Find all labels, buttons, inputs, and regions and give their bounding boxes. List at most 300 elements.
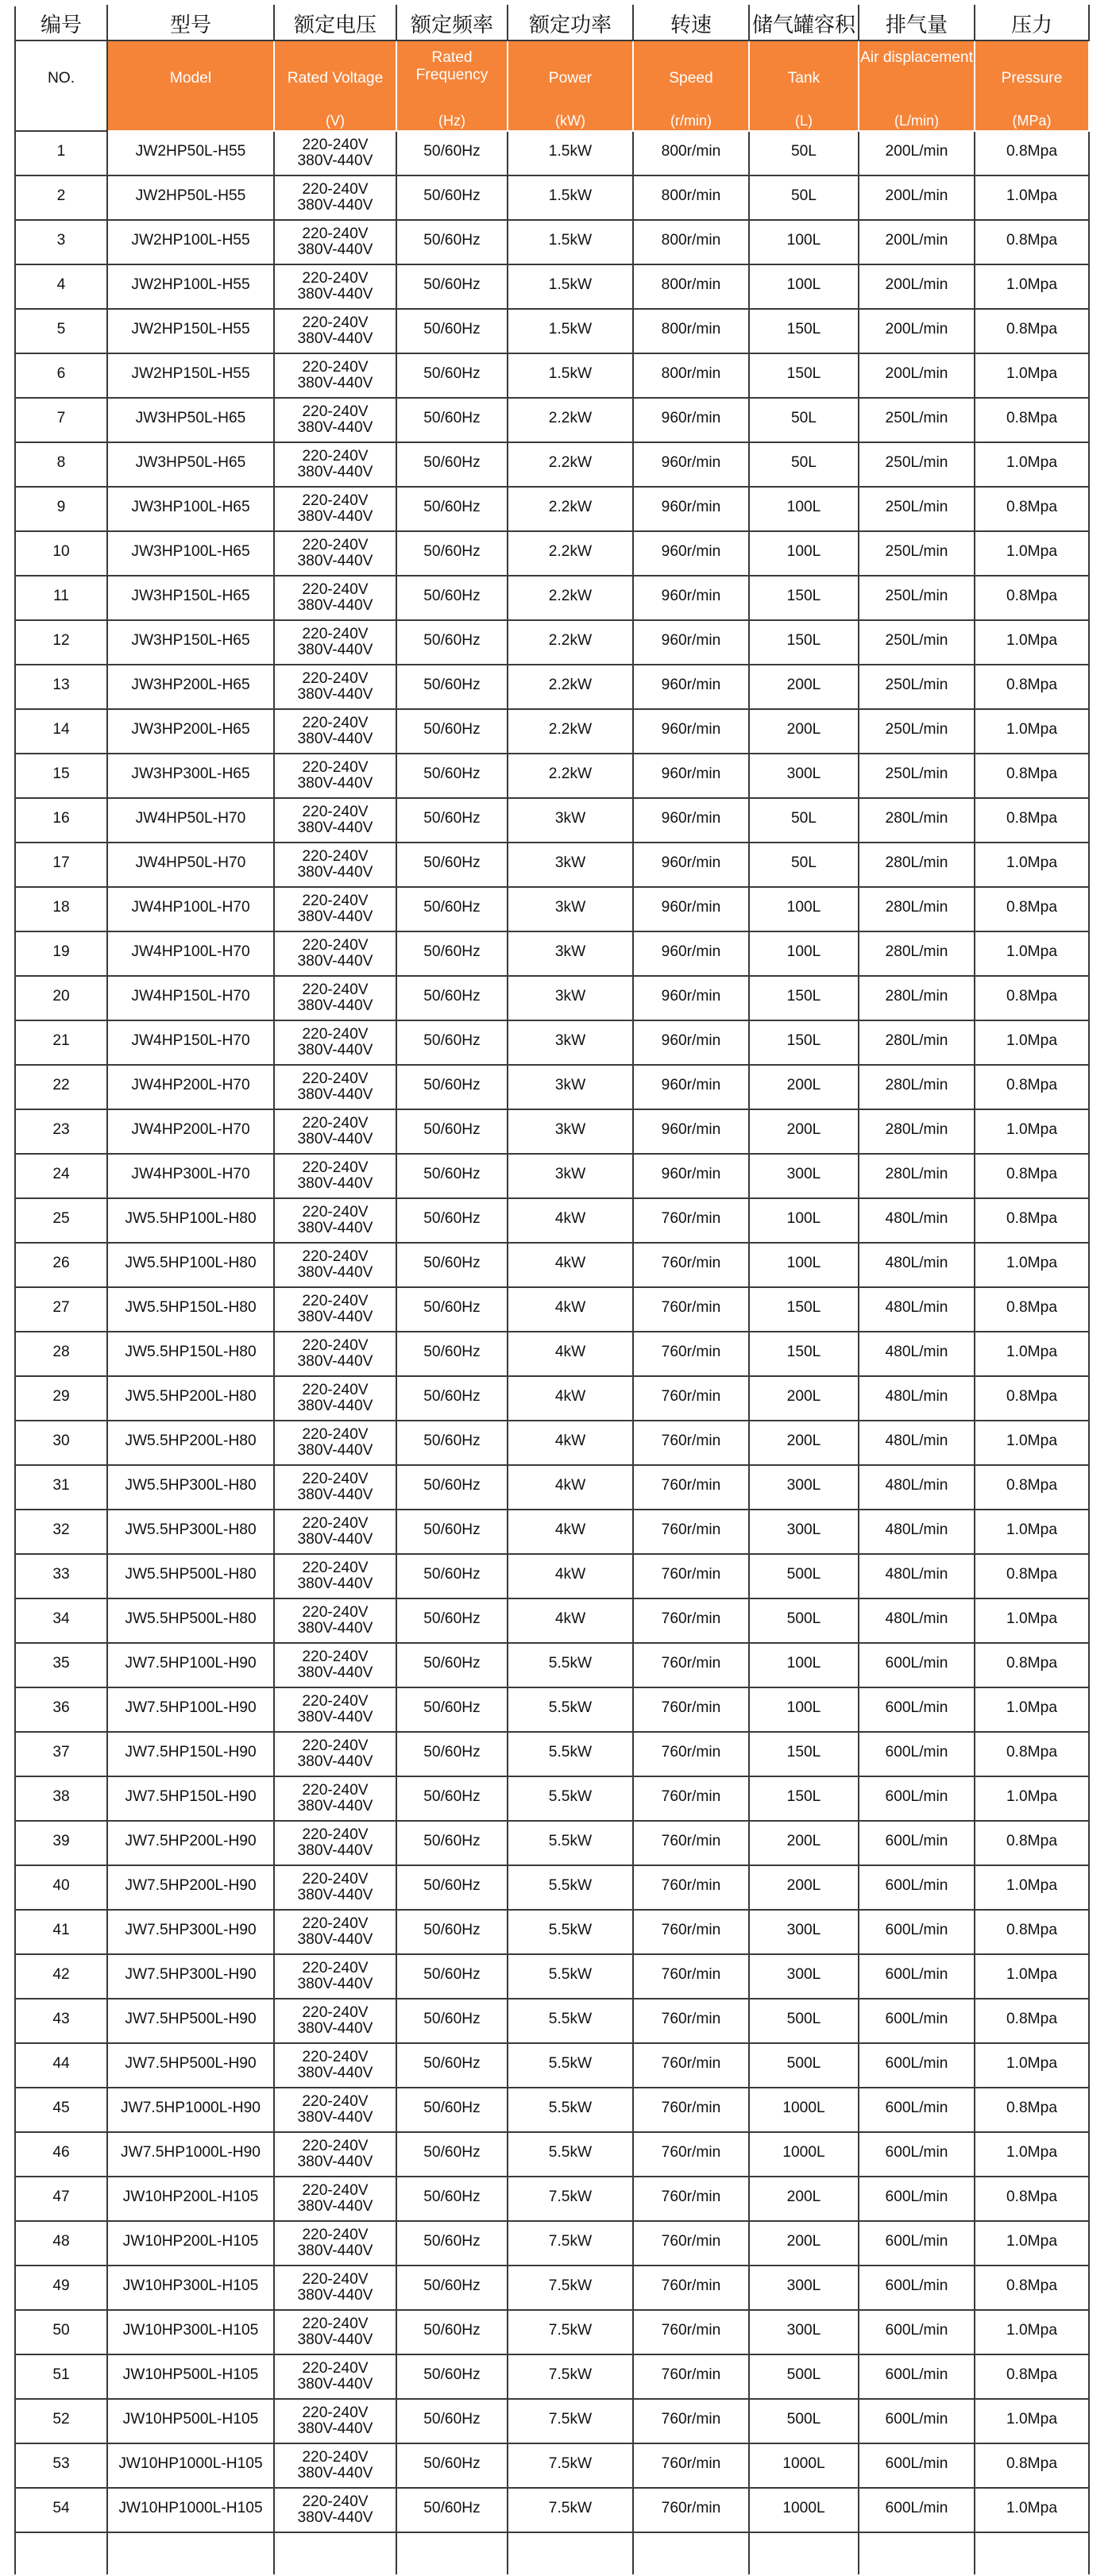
- cell-model: JW3HP150L-H65: [107, 620, 274, 665]
- cell-tank: 300L: [749, 1510, 859, 1554]
- cell-voltage: [274, 131, 396, 175]
- cell-voltage-single-phase: 220-240V: [302, 403, 369, 420]
- cell-frequency: 50/60Hz: [396, 398, 508, 442]
- cell-speed: 760r/min: [633, 2221, 749, 2266]
- cell-voltage-single-phase: 220-240V: [302, 1070, 369, 1087]
- empty-cell: [15, 2532, 107, 2575]
- cell-power: 5.5kW: [508, 1687, 633, 1732]
- cell-frequency: 50/60Hz: [396, 2043, 508, 2088]
- cell-voltage-three-phase: 380V-440V: [297, 1798, 373, 1815]
- cell-voltage-single-phase: 220-240V: [302, 269, 369, 287]
- cell-air-displacement: 480L/min: [859, 1554, 975, 1598]
- header-cn-power: 额定功率: [508, 6, 633, 40]
- cell-model: JW5.5HP200L-H80: [107, 1376, 274, 1421]
- cell-frequency: 50/60Hz: [396, 1776, 508, 1821]
- cell-power: 7.5kW: [508, 2221, 633, 2266]
- cell-tank: 200L: [749, 1865, 859, 1910]
- cell-voltage-single-phase: 220-240V: [302, 1959, 369, 1976]
- cell-speed: 760r/min: [633, 2043, 749, 2088]
- cell-power: 1.5kW: [508, 220, 633, 264]
- table-row: [15, 1999, 1089, 2043]
- cell-no: 15: [15, 754, 107, 798]
- header-en-air-displacement-label: Air displacement: [860, 49, 973, 67]
- cell-no: 19: [15, 931, 107, 976]
- cell-voltage: [274, 2088, 396, 2132]
- cell-model: JW4HP200L-H70: [107, 1065, 274, 1109]
- cell-model: JW2HP100L-H55: [107, 264, 274, 309]
- cell-power: 5.5kW: [508, 1999, 633, 2043]
- cell-voltage: [274, 220, 396, 264]
- cell-model: JW3HP100L-H65: [107, 487, 274, 531]
- cell-tank: 150L: [749, 1776, 859, 1821]
- cell-voltage: [274, 1910, 396, 1954]
- empty-cell: [396, 2532, 508, 2575]
- cell-voltage-three-phase: 380V-440V: [297, 1042, 373, 1059]
- cell-voltage-single-phase: 220-240V: [302, 625, 369, 642]
- cell-voltage-three-phase: 380V-440V: [297, 908, 373, 926]
- cell-tank: 100L: [749, 487, 859, 531]
- table-row: [15, 1020, 1089, 1065]
- cell-power: 2.2kW: [508, 754, 633, 798]
- cell-model: JW4HP50L-H70: [107, 843, 274, 887]
- cell-voltage: [274, 2177, 396, 2221]
- cell-speed: 760r/min: [633, 2310, 749, 2354]
- cell-power: 4kW: [508, 1465, 633, 1510]
- cell-pressure: 0.8Mpa: [975, 2443, 1089, 2488]
- cell-frequency: 50/60Hz: [396, 620, 508, 665]
- cell-speed: 760r/min: [633, 1776, 749, 1821]
- cell-voltage: [274, 976, 396, 1020]
- cell-speed: 760r/min: [633, 1821, 749, 1865]
- cell-speed: 960r/min: [633, 843, 749, 887]
- header-en-tank-label: Tank: [787, 70, 820, 87]
- cell-no: 48: [15, 2221, 107, 2266]
- cell-voltage-three-phase: 380V-440V: [297, 775, 373, 792]
- cell-frequency: 50/60Hz: [396, 2177, 508, 2221]
- cell-pressure: 1.0Mpa: [975, 1332, 1089, 1376]
- cell-voltage-single-phase: 220-240V: [302, 1737, 369, 1754]
- cell-model: JW4HP100L-H70: [107, 887, 274, 931]
- cell-tank: 300L: [749, 1910, 859, 1954]
- cell-air-displacement: 600L/min: [859, 1732, 975, 1776]
- cell-air-displacement: 200L/min: [859, 353, 975, 398]
- cell-pressure: 1.0Mpa: [975, 175, 1089, 220]
- cell-model: JW10HP300L-H105: [107, 2310, 274, 2354]
- cell-voltage-single-phase: 220-240V: [302, 1025, 369, 1043]
- cell-pressure: 1.0Mpa: [975, 264, 1089, 309]
- cell-air-displacement: 280L/min: [859, 1154, 975, 1198]
- cell-pressure: 0.8Mpa: [975, 487, 1089, 531]
- cell-air-displacement: 600L/min: [859, 2488, 975, 2532]
- cell-voltage-three-phase: 380V-440V: [297, 1842, 373, 1860]
- cell-voltage-three-phase: 380V-440V: [297, 1976, 373, 1993]
- table-row: [15, 2088, 1089, 2132]
- cell-power: 2.2kW: [508, 576, 633, 620]
- cell-tank: 100L: [749, 264, 859, 309]
- cell-voltage-three-phase: 380V-440V: [297, 1709, 373, 1726]
- cell-voltage: [274, 709, 396, 754]
- cell-no: 50: [15, 2310, 107, 2354]
- cell-frequency: 50/60Hz: [396, 1109, 508, 1154]
- table-row: [15, 1376, 1089, 1421]
- cell-tank: 150L: [749, 309, 859, 353]
- table-row: [15, 531, 1089, 576]
- cell-pressure: 0.8Mpa: [975, 1732, 1089, 1776]
- table-row: [15, 264, 1089, 309]
- header-cn-voltage: 额定电压: [274, 6, 396, 40]
- cell-pressure: 0.8Mpa: [975, 1287, 1089, 1332]
- cell-voltage: [274, 442, 396, 487]
- cell-no: 30: [15, 1421, 107, 1465]
- cell-pressure: 0.8Mpa: [975, 976, 1089, 1020]
- header-en-voltage-unit: (V): [326, 113, 345, 129]
- cell-tank: 200L: [749, 1421, 859, 1465]
- cell-frequency: 50/60Hz: [396, 843, 508, 887]
- cell-tank: 200L: [749, 665, 859, 709]
- table-row: [15, 665, 1089, 709]
- table-row: [15, 798, 1089, 843]
- cell-no: 51: [15, 2354, 107, 2399]
- cell-power: 2.2kW: [508, 665, 633, 709]
- cell-model: JW10HP1000L-H105: [107, 2488, 274, 2532]
- header-cn-speed: 转速: [633, 6, 749, 40]
- cell-frequency: 50/60Hz: [396, 1465, 508, 1510]
- cell-speed: 760r/min: [633, 1243, 749, 1287]
- cell-no: 13: [15, 665, 107, 709]
- cell-voltage-three-phase: 380V-440V: [297, 197, 373, 214]
- cell-tank: 500L: [749, 1999, 859, 2043]
- cell-voltage: [274, 1154, 396, 1198]
- cell-tank: 500L: [749, 2399, 859, 2443]
- cell-frequency: 50/60Hz: [396, 353, 508, 398]
- cell-voltage-single-phase: 220-240V: [302, 758, 369, 776]
- cell-voltage: [274, 798, 396, 843]
- cell-voltage-single-phase: 220-240V: [302, 2048, 369, 2065]
- cell-model: JW2HP100L-H55: [107, 220, 274, 264]
- cell-voltage: [274, 2043, 396, 2088]
- cell-tank: 100L: [749, 1687, 859, 1732]
- cell-no: 1: [15, 131, 107, 175]
- table-row: [15, 1198, 1089, 1243]
- cell-no: 3: [15, 220, 107, 264]
- cell-power: 1.5kW: [508, 353, 633, 398]
- cell-air-displacement: 600L/min: [859, 2088, 975, 2132]
- cell-voltage: [274, 398, 396, 442]
- header-en-power: [508, 40, 633, 131]
- cell-frequency: 50/60Hz: [396, 1332, 508, 1376]
- cell-speed: 760r/min: [633, 1732, 749, 1776]
- cell-frequency: 50/60Hz: [396, 220, 508, 264]
- table-row: [15, 931, 1089, 976]
- header-cn-air-displacement: 排气量: [859, 6, 975, 40]
- cell-no: 23: [15, 1109, 107, 1154]
- cell-frequency: 50/60Hz: [396, 754, 508, 798]
- cell-voltage-three-phase: 380V-440V: [297, 1086, 373, 1104]
- cell-speed: 760r/min: [633, 1198, 749, 1243]
- cell-voltage-three-phase: 380V-440V: [297, 419, 373, 437]
- cell-power: 2.2kW: [508, 531, 633, 576]
- cell-power: 4kW: [508, 1287, 633, 1332]
- header-en-voltage: [274, 40, 396, 131]
- cell-tank: 50L: [749, 843, 859, 887]
- cell-speed: 760r/min: [633, 1421, 749, 1465]
- cell-pressure: 1.0Mpa: [975, 1421, 1089, 1465]
- cell-air-displacement: 480L/min: [859, 1243, 975, 1287]
- cell-voltage-single-phase: 220-240V: [302, 847, 369, 865]
- cell-model: JW5.5HP100L-H80: [107, 1198, 274, 1243]
- cell-voltage: [274, 2354, 396, 2399]
- empty-cell: [859, 2532, 975, 2575]
- header-en-pressure-unit: (MPa): [1012, 113, 1052, 129]
- cell-tank: 100L: [749, 531, 859, 576]
- cell-power: 4kW: [508, 1243, 633, 1287]
- cell-voltage-three-phase: 380V-440V: [297, 953, 373, 970]
- cell-tank: 100L: [749, 1198, 859, 1243]
- cell-model: JW3HP100L-H65: [107, 531, 274, 576]
- cell-pressure: 0.8Mpa: [975, 798, 1089, 843]
- cell-tank: 500L: [749, 1554, 859, 1598]
- cell-tank: 100L: [749, 1643, 859, 1687]
- cell-speed: 760r/min: [633, 2177, 749, 2221]
- cell-voltage-single-phase: 220-240V: [302, 2181, 369, 2199]
- cell-pressure: 1.0Mpa: [975, 1510, 1089, 1554]
- table-row: [15, 1510, 1089, 1554]
- cell-tank: 50L: [749, 131, 859, 175]
- header-en-model-label: Model: [169, 70, 212, 87]
- table-row: [15, 1109, 1089, 1154]
- cell-frequency: 50/60Hz: [396, 1687, 508, 1732]
- cell-power: 3kW: [508, 931, 633, 976]
- cell-frequency: 50/60Hz: [396, 131, 508, 175]
- cell-voltage-single-phase: 220-240V: [302, 2493, 369, 2510]
- header-en-pressure-label: Pressure: [1001, 70, 1063, 87]
- cell-tank: 1000L: [749, 2132, 859, 2177]
- cell-voltage-three-phase: 380V-440V: [297, 1309, 373, 1326]
- cell-pressure: 1.0Mpa: [975, 2043, 1089, 2088]
- cell-voltage-three-phase: 380V-440V: [297, 553, 373, 570]
- table-row: [15, 2399, 1089, 2443]
- cell-pressure: 1.0Mpa: [975, 620, 1089, 665]
- cell-model: JW5.5HP300L-H80: [107, 1510, 274, 1554]
- cell-tank: 150L: [749, 1332, 859, 1376]
- cell-no: 38: [15, 1776, 107, 1821]
- cell-frequency: 50/60Hz: [396, 1243, 508, 1287]
- cell-tank: 150L: [749, 1287, 859, 1332]
- table-row: [15, 1287, 1089, 1332]
- cell-pressure: 1.0Mpa: [975, 1687, 1089, 1732]
- cell-air-displacement: 280L/min: [859, 931, 975, 976]
- cell-voltage: [274, 1243, 396, 1287]
- cell-air-displacement: 250L/min: [859, 665, 975, 709]
- cell-power: 5.5kW: [508, 1821, 633, 1865]
- cell-no: 34: [15, 1598, 107, 1643]
- cell-power: 4kW: [508, 1510, 633, 1554]
- cell-voltage-single-phase: 220-240V: [302, 1781, 369, 1799]
- cell-speed: 800r/min: [633, 309, 749, 353]
- header-row-chinese: [15, 6, 1089, 40]
- cell-model: JW7.5HP200L-H90: [107, 1865, 274, 1910]
- cell-tank: 300L: [749, 1954, 859, 1999]
- cell-pressure: 0.8Mpa: [975, 131, 1089, 175]
- cell-voltage-three-phase: 380V-440V: [297, 2154, 373, 2171]
- cell-voltage: [274, 620, 396, 665]
- cell-model: JW7.5HP1000L-H90: [107, 2132, 274, 2177]
- cell-voltage: [274, 1465, 396, 1510]
- cell-voltage-three-phase: 380V-440V: [297, 2376, 373, 2393]
- cell-voltage: [274, 1020, 396, 1065]
- cell-no: 54: [15, 2488, 107, 2532]
- cell-pressure: 0.8Mpa: [975, 1465, 1089, 1510]
- cell-speed: 960r/min: [633, 754, 749, 798]
- cell-tank: 300L: [749, 2266, 859, 2310]
- cell-speed: 760r/min: [633, 1510, 749, 1554]
- cell-model: JW7.5HP100L-H90: [107, 1687, 274, 1732]
- cell-frequency: 50/60Hz: [396, 576, 508, 620]
- header-en-frequency: [396, 40, 508, 131]
- cell-model: JW3HP50L-H65: [107, 398, 274, 442]
- cell-voltage: [274, 1643, 396, 1687]
- cell-speed: 760r/min: [633, 1332, 749, 1376]
- cell-air-displacement: 250L/min: [859, 576, 975, 620]
- cell-air-displacement: 600L/min: [859, 1999, 975, 2043]
- cell-voltage: [274, 1821, 396, 1865]
- cell-pressure: 1.0Mpa: [975, 1109, 1089, 1154]
- cell-voltage-three-phase: 380V-440V: [297, 375, 373, 392]
- cell-tank: 200L: [749, 1376, 859, 1421]
- table-row: [15, 576, 1089, 620]
- header-en-speed-unit: (r/min): [670, 113, 712, 129]
- cell-frequency: 50/60Hz: [396, 709, 508, 754]
- cell-speed: 760r/min: [633, 1687, 749, 1732]
- table-row: [15, 2443, 1089, 2488]
- cell-voltage: [274, 1198, 396, 1243]
- cell-no: 4: [15, 264, 107, 309]
- cell-pressure: 0.8Mpa: [975, 398, 1089, 442]
- cell-pressure: 0.8Mpa: [975, 2177, 1089, 2221]
- cell-frequency: 50/60Hz: [396, 1020, 508, 1065]
- cell-no: 49: [15, 2266, 107, 2310]
- cell-air-displacement: 600L/min: [859, 2399, 975, 2443]
- table-row: [15, 175, 1089, 220]
- header-en-speed: [633, 40, 749, 131]
- cell-tank: 1000L: [749, 2488, 859, 2532]
- cell-voltage-three-phase: 380V-440V: [297, 508, 373, 526]
- cell-speed: 760r/min: [633, 1598, 749, 1643]
- cell-speed: 760r/min: [633, 1376, 749, 1421]
- cell-power: 5.5kW: [508, 2088, 633, 2132]
- cell-tank: 100L: [749, 220, 859, 264]
- cell-voltage: [274, 665, 396, 709]
- cell-voltage: [274, 2221, 396, 2266]
- cell-no: 39: [15, 1821, 107, 1865]
- cell-speed: 760r/min: [633, 2399, 749, 2443]
- cell-air-displacement: 250L/min: [859, 442, 975, 487]
- cell-speed: 960r/min: [633, 531, 749, 576]
- cell-power: 3kW: [508, 1065, 633, 1109]
- cell-air-displacement: 280L/min: [859, 1109, 975, 1154]
- cell-air-displacement: 250L/min: [859, 398, 975, 442]
- cell-tank: 200L: [749, 2177, 859, 2221]
- cell-voltage-three-phase: 380V-440V: [297, 286, 373, 303]
- cell-air-displacement: 280L/min: [859, 1020, 975, 1065]
- cell-frequency: 50/60Hz: [396, 531, 508, 576]
- cell-voltage-three-phase: 380V-440V: [297, 2509, 373, 2527]
- cell-pressure: 0.8Mpa: [975, 1198, 1089, 1243]
- cell-frequency: 50/60Hz: [396, 264, 508, 309]
- cell-tank: 150L: [749, 1732, 859, 1776]
- cell-model: JW7.5HP1000L-H90: [107, 2088, 274, 2132]
- cell-frequency: 50/60Hz: [396, 1910, 508, 1954]
- cell-power: 7.5kW: [508, 2443, 633, 2488]
- cell-pressure: 1.0Mpa: [975, 2488, 1089, 2532]
- cell-voltage: [274, 1776, 396, 1821]
- cell-tank: 300L: [749, 1465, 859, 1510]
- cell-voltage-single-phase: 220-240V: [302, 1692, 369, 1710]
- cell-pressure: 0.8Mpa: [975, 665, 1089, 709]
- cell-frequency: 50/60Hz: [396, 487, 508, 531]
- cell-voltage: [274, 1109, 396, 1154]
- cell-tank: 200L: [749, 2221, 859, 2266]
- empty-cell: [508, 2532, 633, 2575]
- cell-speed: 800r/min: [633, 175, 749, 220]
- cell-power: 5.5kW: [508, 1954, 633, 1999]
- cell-pressure: 0.8Mpa: [975, 309, 1089, 353]
- cell-frequency: 50/60Hz: [396, 2399, 508, 2443]
- cell-voltage-single-phase: 220-240V: [302, 803, 369, 820]
- cell-voltage-three-phase: 380V-440V: [297, 2420, 373, 2438]
- cell-voltage-three-phase: 380V-440V: [297, 731, 373, 748]
- cell-pressure: 0.8Mpa: [975, 1999, 1089, 2043]
- cell-voltage-single-phase: 220-240V: [302, 492, 369, 509]
- cell-no: 44: [15, 2043, 107, 2088]
- cell-pressure: 1.0Mpa: [975, 2132, 1089, 2177]
- header-cn-tank: 储气罐容积: [749, 6, 859, 40]
- cell-air-displacement: 250L/min: [859, 754, 975, 798]
- cell-voltage-three-phase: 380V-440V: [297, 2465, 373, 2482]
- cell-voltage-single-phase: 220-240V: [302, 1559, 369, 1576]
- cell-no: 29: [15, 1376, 107, 1421]
- cell-model: JW2HP50L-H55: [107, 131, 274, 175]
- cell-speed: 800r/min: [633, 220, 749, 264]
- cell-frequency: 50/60Hz: [396, 665, 508, 709]
- cell-voltage-three-phase: 380V-440V: [297, 2065, 373, 2082]
- cell-power: 4kW: [508, 1332, 633, 1376]
- cell-speed: 960r/min: [633, 1154, 749, 1198]
- table-row: [15, 220, 1089, 264]
- cell-voltage-single-phase: 220-240V: [302, 1203, 369, 1221]
- cell-voltage-three-phase: 380V-440V: [297, 152, 373, 170]
- cell-air-displacement: 480L/min: [859, 1598, 975, 1643]
- cell-pressure: 1.0Mpa: [975, 709, 1089, 754]
- cell-speed: 760r/min: [633, 1465, 749, 1510]
- cell-voltage-three-phase: 380V-440V: [297, 642, 373, 659]
- cell-no: 6: [15, 353, 107, 398]
- cell-no: 43: [15, 1999, 107, 2043]
- cell-voltage-three-phase: 380V-440V: [297, 2287, 373, 2304]
- cell-voltage-three-phase: 380V-440V: [297, 864, 373, 881]
- cell-no: 10: [15, 531, 107, 576]
- cell-tank: 50L: [749, 442, 859, 487]
- cell-voltage-single-phase: 220-240V: [302, 1425, 369, 1443]
- cell-voltage-three-phase: 380V-440V: [297, 997, 373, 1015]
- cell-no: 41: [15, 1910, 107, 1954]
- cell-frequency: 50/60Hz: [396, 2310, 508, 2354]
- table-row: [15, 309, 1089, 353]
- cell-voltage-three-phase: 380V-440V: [297, 1531, 373, 1548]
- cell-air-displacement: 600L/min: [859, 2443, 975, 2488]
- cell-voltage-single-phase: 220-240V: [302, 314, 369, 331]
- header-en-air-displacement-unit: (L/min): [894, 113, 939, 129]
